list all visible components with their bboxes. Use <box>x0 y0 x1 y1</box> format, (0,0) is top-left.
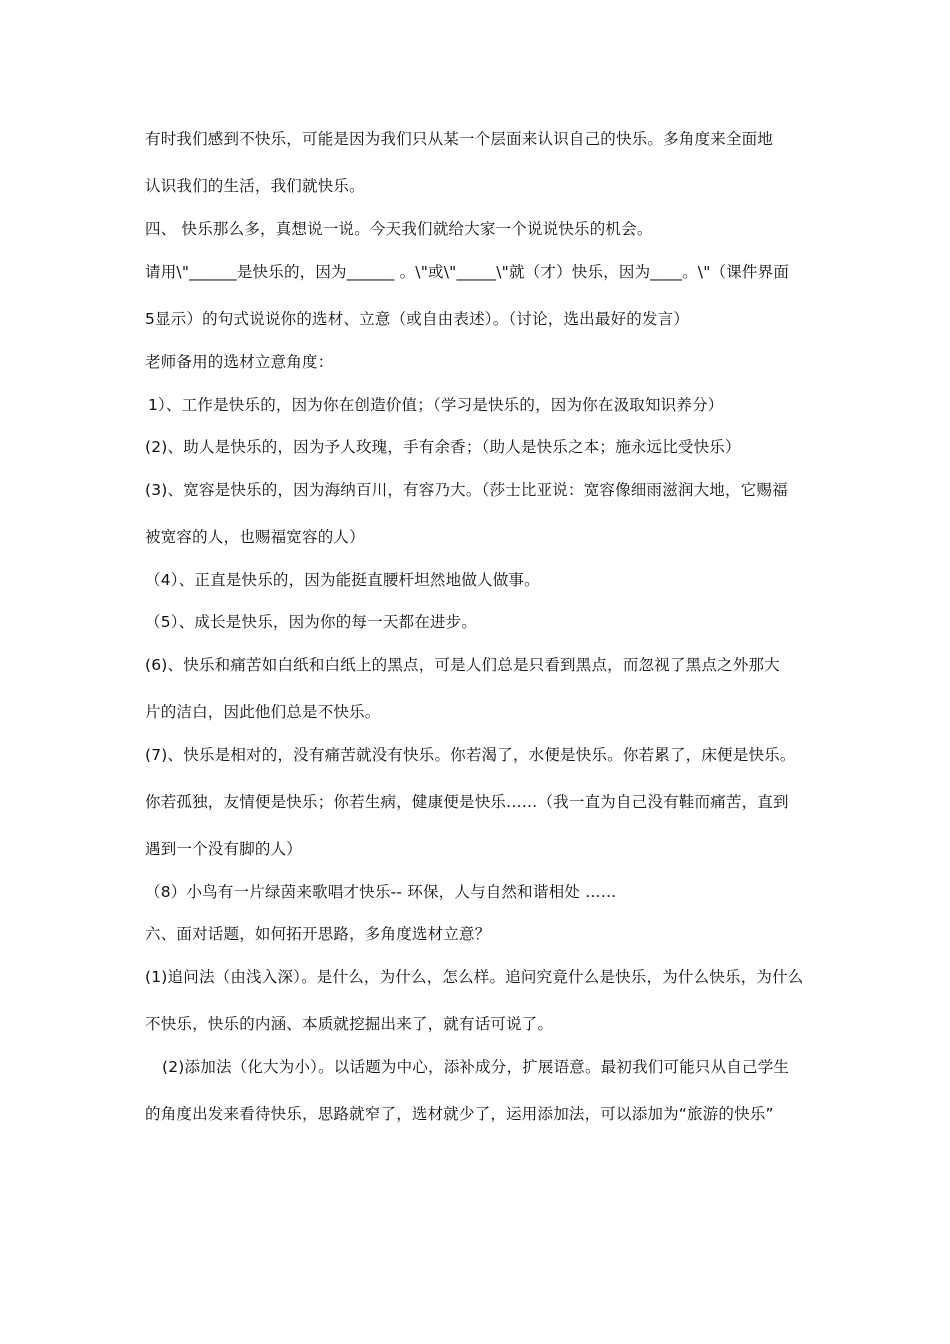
list-item: （4）、正直是快乐的，因为能挺直腰杆坦然地做人做事。 <box>145 571 540 589</box>
list-item: （8）小鸟有一片绿茵来歌唱才快乐-- 环保，人与自然和谐相处 …… <box>145 883 617 901</box>
list-item: (6)、快乐和痛苦如白纸和白纸上的黑点，可是人们总是只看到黑点，而忽视了黑点之外那大 <box>145 656 780 674</box>
list-item: (1)追问法（由浅入深）。是什么，为什么，怎么样。追问究竟什么是快乐，为什么快乐，为什么 <box>145 968 804 986</box>
list-item-continuation: 的角度出发来看待快乐，思路就窄了，选材就少了，运用添加法，可以添加为“旅游的快乐” <box>145 1105 774 1123</box>
list-item-continuation: 片的洁白，因此他们总是不快乐。 <box>145 703 381 721</box>
paragraph-line: 老师备用的选材立意角度： <box>145 353 334 371</box>
list-item-continuation: 你若孤独，友情便是快乐；你若生病，健康便是快乐……（我一直为自己没有鞋而痛苦，直到 <box>145 793 789 811</box>
paragraph-line: 认识我们的生活，我们就快乐。 <box>145 177 365 195</box>
list-item: (2)、助人是快乐的，因为予人玫瑰，手有余香；（助人是快乐之本；施永远比受快乐） <box>145 438 741 456</box>
section-heading-six: 六、面对话题，如何拓开思路，多角度选材立意？ <box>145 925 491 943</box>
paragraph-line: 请用\"______是快乐的，因为______ 。\"或\"_____\"就（才）快乐，因为____。\"（课件界面 <box>145 263 790 281</box>
list-item-continuation: 遇到一个没有脚的人） <box>145 840 303 858</box>
list-item: (2)添加法（化大为小）。以话题为中心，添补成分，扩展语意。最初我们可能只从自己学生 <box>162 1058 790 1076</box>
list-item: (3)、宽容是快乐的，因为海纳百川，有容乃大。（莎士比亚说：宽容像细雨滋润大地，它赐福 <box>145 481 788 499</box>
paragraph-line: 有时我们感到不快乐，可能是因为我们只从某一个层面来认识自己的快乐。多角度来全面地 <box>145 130 774 148</box>
list-item-continuation: 被宽容的人，也赐福宽容的人） <box>145 528 365 546</box>
paragraph-line: 5显示）的句式说说你的选材、立意（或自由表述）。（讨论，选出最好的发言） <box>145 310 690 328</box>
list-item-continuation: 不快乐，快乐的内涵、本质就挖掘出来了，就有话可说了。 <box>145 1015 554 1033</box>
list-item: （5）、成长是快乐，因为你的每一天都在进步。 <box>145 613 478 631</box>
section-heading-four: 四、 快乐那么多，真想说一说。今天我们就给大家一个说说快乐的机会。 <box>145 220 653 238</box>
list-item: 1）、工作是快乐的，因为你在创造价值；（学习是快乐的，因为你在汲取知识养分） <box>148 396 724 414</box>
list-item: (7)、快乐是相对的，没有痛苦就没有快乐。你若渴了，水便是快乐。你若累了，床便是快乐。 <box>145 746 796 764</box>
